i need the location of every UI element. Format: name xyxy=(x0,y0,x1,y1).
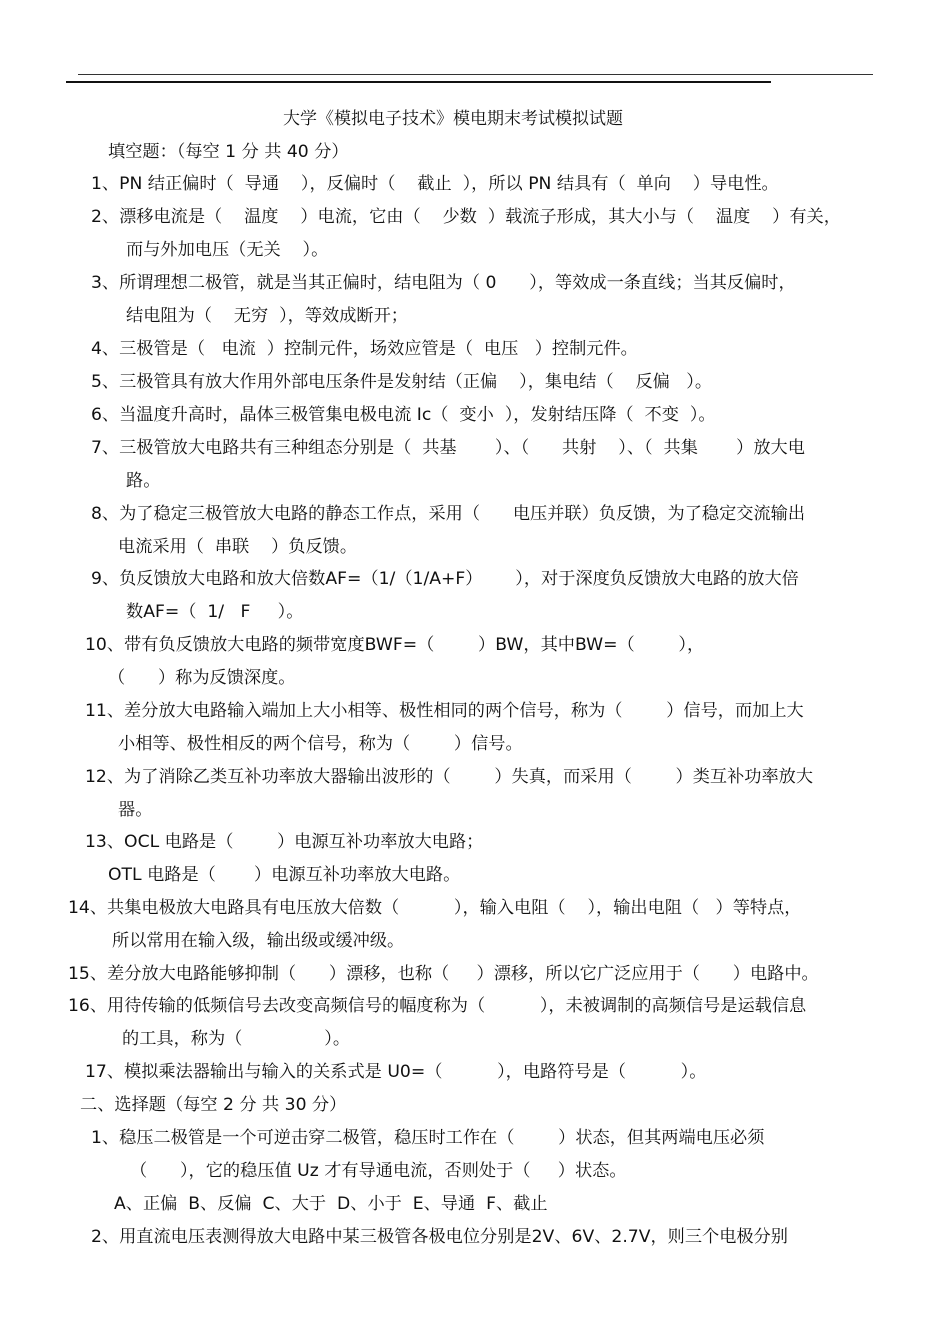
question-12-line-2: 器。 xyxy=(118,800,153,820)
choice-question-2-line-1: 2、用直流电压表测得放大电路中某三极管各极电位分别是2V、6V、2.7V，则三个电极分别 xyxy=(91,1227,788,1247)
question-12-line-1: 12、为了消除乙类互补功率放大器输出波形的（ ）失真，而采用（ ）类互补功率放大 xyxy=(85,767,814,787)
choice-question-1-options: A、正偏 B、反偏 C、大于 D、小于 E、导通 F、截止 xyxy=(114,1194,548,1214)
question-5: 5、三极管具有放大作用外部电压条件是发射结（正偏 ），集电结（ 反偏 ）。 xyxy=(91,372,713,392)
header-rule-thick xyxy=(66,81,771,83)
choice-question-1-line-1: 1、稳压二极管是一个可逆击穿二极管，稳压时工作在（ ）状态，但其两端电压必须 xyxy=(91,1128,765,1148)
question-16-line-2: 的工具，称为（ ）。 xyxy=(122,1029,351,1049)
section-1-header: 填空题：（每空 1 分 共 40 分） xyxy=(108,142,349,162)
question-15: 15、差分放大电路能够抑制（ ）漂移，也称（ ）漂移，所以它广泛应用于（ ）电路中。 xyxy=(68,964,819,984)
section-2-header: 二、选择题（每空 2 分 共 30 分） xyxy=(80,1095,347,1115)
question-11-line-1: 11、差分放大电路输入端加上大小相等、极性相同的两个信号，称为（ ）信号，而加上大 xyxy=(85,701,804,721)
question-14-line-1: 14、共集电极放大电路具有电压放大倍数（ ），输入电阻（ ），输出电阻（ ）等特点， xyxy=(68,898,802,918)
question-9-line-2: 数AF=（ 1/ F ）。 xyxy=(126,602,304,622)
question-3-line-2: 结电阻为（ 无穷 ），等效成断开； xyxy=(126,306,408,326)
question-7-line-2: 路。 xyxy=(126,471,161,491)
question-13-line-1: 13、OCL 电路是（ ）电源互补功率放大电路； xyxy=(85,832,484,852)
header-rule-thin xyxy=(78,74,873,75)
choice-question-1-line-2: （ ），它的稳压值 Uz 才有导通电流，否则处于（ ）状态。 xyxy=(130,1161,627,1181)
question-10-line-1: 10、带有负反馈放大电路的频带宽度BWF=（ ）BW，其中BW=（ ）， xyxy=(85,635,705,655)
question-6: 6、当温度升高时，晶体三极管集电极电流 Ic（ 变小 ），发射结压降（ 不变 ）。 xyxy=(91,405,716,425)
question-10-line-2: （ ）称为反馈深度。 xyxy=(108,668,296,688)
question-3-line-1: 3、所谓理想二极管，就是当其正偏时，结电阻为（ 0 ），等效成一条直线；当其反偏时， xyxy=(91,273,796,293)
question-4: 4、三极管是（ 电流 ）控制元件，场效应管是（ 电压 ）控制元件。 xyxy=(91,339,638,359)
question-17: 17、模拟乘法器输出与输入的关系式是 U0=（ ），电路符号是（ ）。 xyxy=(85,1062,707,1082)
question-14-line-2: 所以常用在输入级，输出级或缓冲级。 xyxy=(112,931,405,951)
question-1: 1、PN 结正偏时（ 导通 ），反偏时（ 截止 ），所以 PN 结具有（ 单向 ）导电性。 xyxy=(91,174,779,194)
question-2-line-2: 而与外加电压（无关 ）。 xyxy=(126,240,329,260)
question-9-line-1: 9、负反馈放大电路和放大倍数AF=（1/（1/A+F） ），对于深度负反馈放大电路的放大倍 xyxy=(91,569,799,589)
question-8-line-1: 8、为了稳定三极管放大电路的静态工作点，采用（ 电压并联）负反馈，为了稳定交流输出 xyxy=(91,504,806,524)
question-8-line-2: 电流采用（ 串联 ）负反馈。 xyxy=(118,537,358,557)
question-7-line-1: 7、三极管放大电路共有三种组态分别是（ 共基 ）、（ 共射 ）、（ 共集 ）放大电 xyxy=(91,438,805,458)
question-16-line-1: 16、用待传输的低频信号去改变高频信号的幅度称为（ ），未被调制的高频信号是运载信息 xyxy=(68,996,807,1016)
question-2-line-1: 2、漂移电流是（ 温度 ）电流，它由（ 少数 ）载流子形成，其大小与（ 温度 ）有关， xyxy=(91,207,841,227)
document-title: 大学《模拟电子技术》模电期末考试模拟试题 xyxy=(283,109,623,129)
question-13-line-2: OTL 电路是（ ）电源互补功率放大电路。 xyxy=(108,865,461,885)
question-11-line-2: 小相等、极性相反的两个信号，称为（ ）信号。 xyxy=(118,734,523,754)
